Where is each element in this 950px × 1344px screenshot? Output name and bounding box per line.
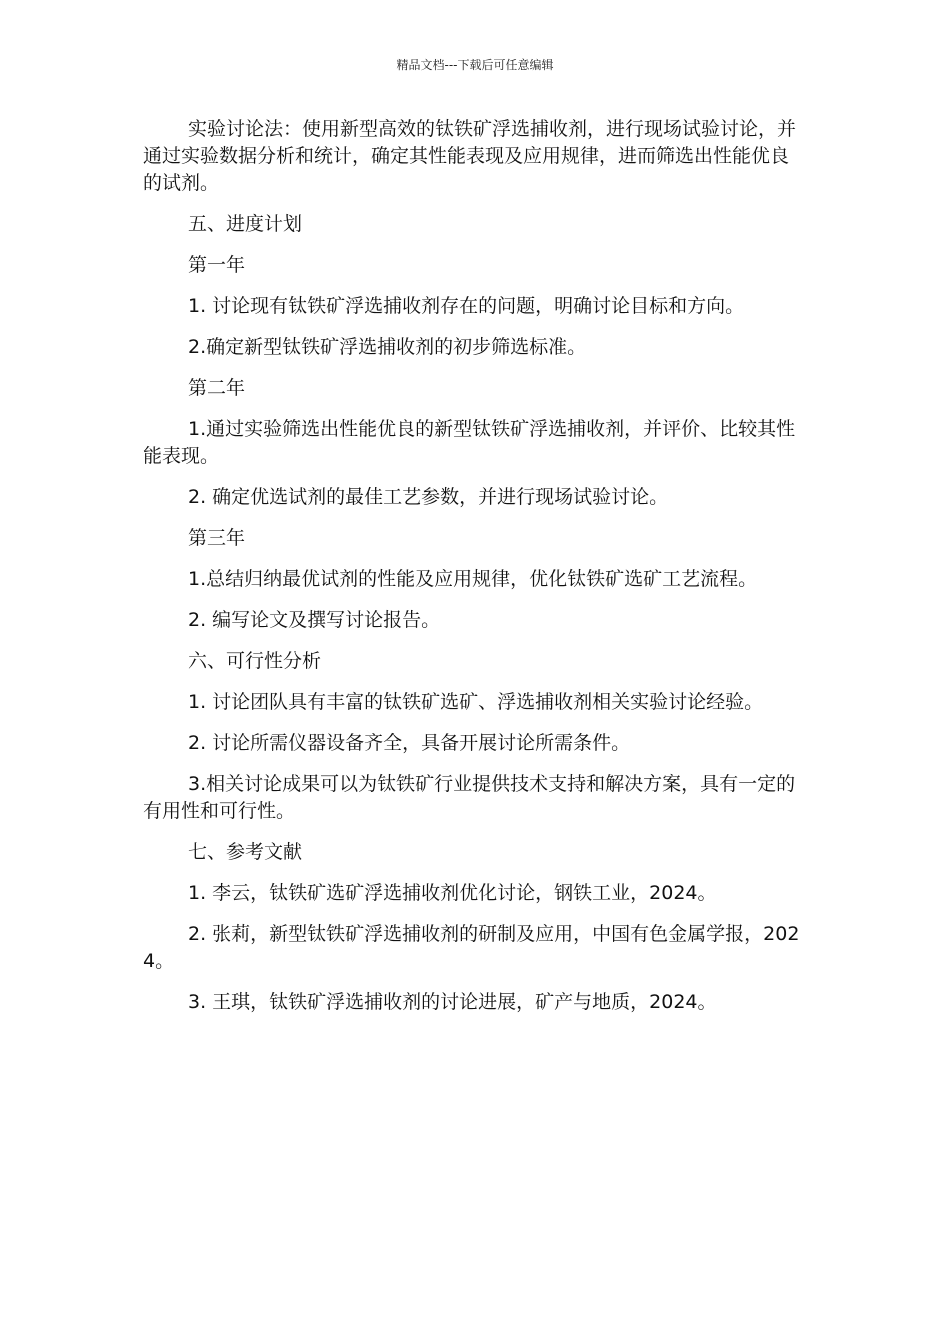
list-item: 1. 讨论团队具有丰富的钛铁矿选矿、浮选捕收剂相关实验讨论经验。 (188, 691, 764, 713)
section-heading-schedule: 五、进度计划 (188, 213, 303, 235)
list-item: 2.确定新型钛铁矿浮选捕收剂的初步筛选标准。 (188, 336, 587, 358)
subheading-year-two: 第二年 (188, 377, 246, 399)
list-item: 2. 编写论文及撰写讨论报告。 (188, 609, 441, 631)
section-heading-references: 七、参考文献 (188, 841, 303, 863)
subheading-year-one: 第一年 (188, 254, 246, 276)
list-item: 2. 讨论所需仪器设备齐全，具备开展讨论所需条件。 (188, 732, 631, 754)
document-body (143, 116, 807, 1030)
subheading-year-three: 第三年 (188, 527, 246, 549)
reference-item: 2. 张莉，新型钛铁矿浮选捕收剂的研制及应用，中国有色金属学报，2024。 (143, 923, 800, 972)
reference-item: 1. 李云，钛铁矿选矿浮选捕收剂优化讨论，钢铁工业，2024。 (188, 882, 717, 904)
section-heading-feasibility: 六、可行性分析 (188, 650, 322, 672)
list-item: 3.相关讨论成果可以为钛铁矿行业提供技术支持和解决方案，具有一定的有用性和可行性。 (143, 773, 796, 822)
list-item: 1. 讨论现有钛铁矿浮选捕收剂存在的问题，明确讨论目标和方向。 (188, 295, 745, 317)
page-header: 精品文档---下载后可任意编辑 (396, 58, 554, 72)
paragraph-experiment-method: 实验讨论法：使用新型高效的钛铁矿浮选捕收剂，进行现场试验讨论，并通过实验数据分析和统计，确定其性能表现及应用规律，进而筛选出性能优良的试剂。 (143, 118, 797, 194)
reference-item: 3. 王琪，钛铁矿浮选捕收剂的讨论进展，矿产与地质，2024。 (188, 991, 717, 1013)
list-item: 2. 确定优选试剂的最佳工艺参数，并进行现场试验讨论。 (188, 486, 669, 508)
list-item: 1.总结归纳最优试剂的性能及应用规律，优化钛铁矿选矿工艺流程。 (188, 568, 758, 590)
list-item: 1.通过实验筛选出性能优良的新型钛铁矿浮选捕收剂，并评价、比较其性能表现。 (143, 418, 796, 467)
